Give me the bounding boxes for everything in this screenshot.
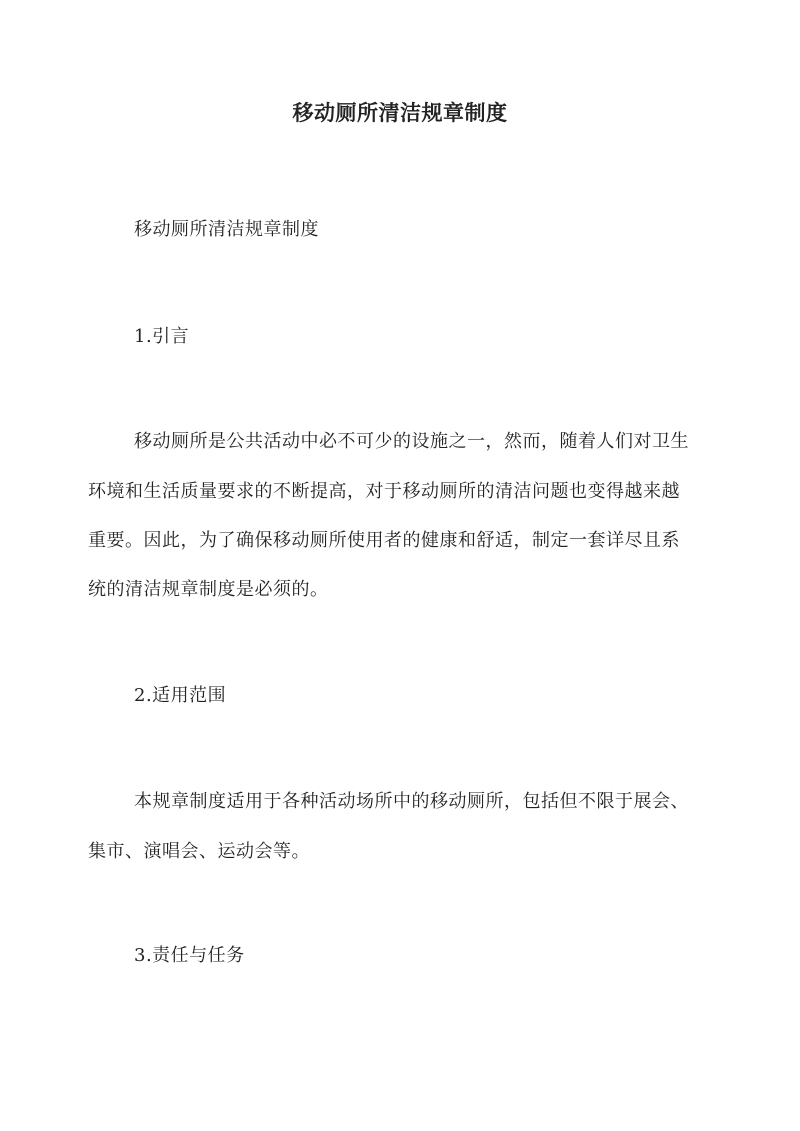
- section-1-paragraph-line: 移动厕所是公共活动中必不可少的设施之一，然而，随着人们对卫生: [134, 431, 689, 452]
- section-1-heading: 1.引言: [134, 326, 190, 347]
- section-2-paragraph-line: 本规章制度适用于各种活动场所中的移动厕所，包括但不限于展会、: [134, 791, 689, 812]
- section-3-heading: 3.责任与任务: [134, 945, 245, 966]
- section-2-paragraph-line: 集市、演唱会、运动会等。: [88, 841, 310, 862]
- section-2-heading: 2.适用范围: [134, 685, 227, 706]
- section-1-paragraph-line: 重要。因此，为了确保移动厕所使用者的健康和舒适，制定一套详尽且系: [88, 530, 680, 551]
- document-subtitle: 移动厕所清洁规章制度: [134, 219, 319, 240]
- section-1-paragraph-line: 统的清洁规章制度是必须的。: [88, 579, 329, 600]
- section-1-paragraph-line: 环境和生活质量要求的不断提高，对于移动厕所的清洁问题也变得越来越: [88, 481, 680, 502]
- document-title: 移动厕所清洁规章制度: [292, 100, 508, 125]
